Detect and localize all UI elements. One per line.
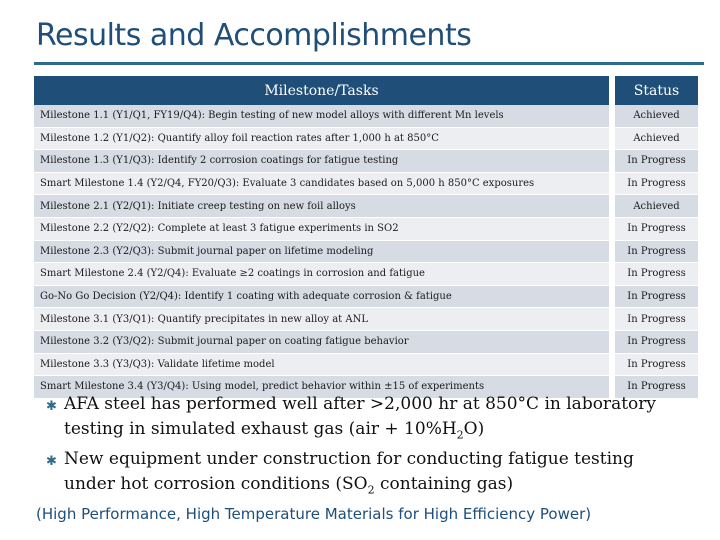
summary-bullets bbox=[46, 392, 686, 503]
milestone-status-cell: In Progress bbox=[612, 285, 698, 308]
milestone-status-cell: In Progress bbox=[612, 353, 698, 376]
milestone-status-cell: In Progress bbox=[612, 172, 698, 195]
footer-caption: (High Performance, High Temperature Materials for High Efficiency Power) bbox=[36, 505, 592, 523]
milestone-task-cell: Milestone 2.1 (Y2/Q1): Initiate creep testing on new foil alloys bbox=[34, 195, 612, 218]
milestone-task-cell: Milestone 1.1 (Y1/Q1, FY19/Q4): Begin testing of new model alloys with different Mn levels bbox=[34, 105, 612, 127]
table-row bbox=[34, 172, 698, 195]
bullet-text bbox=[64, 447, 686, 502]
milestone-status-cell: In Progress bbox=[612, 150, 698, 173]
milestone-task-cell: Milestone 2.3 (Y2/Q3): Submit journal paper on lifetime modeling bbox=[34, 240, 612, 263]
milestone-task-cell: Milestone 3.3 (Y3/Q3): Validate lifetime model bbox=[34, 353, 612, 376]
bullet-text-line: under hot corrosion conditions (SO bbox=[64, 474, 368, 495]
milestone-status-cell: In Progress bbox=[612, 217, 698, 240]
milestone-task-cell: Milestone 1.2 (Y1/Q2): Quantify alloy foil reaction rates after 1,000 h at 850°C bbox=[34, 127, 612, 150]
title-divider bbox=[34, 62, 704, 65]
milestone-status-cell: In Progress bbox=[612, 308, 698, 331]
subscript: 2 bbox=[367, 483, 375, 497]
milestone-task-cell: Go-No Go Decision (Y2/Q4): Identify 1 coating with adequate corrosion & fatigue bbox=[34, 285, 612, 308]
milestone-status-cell: Achieved bbox=[612, 105, 698, 127]
table-row bbox=[34, 127, 698, 150]
milestone-status-cell: In Progress bbox=[612, 240, 698, 263]
milestone-task-cell: Milestone 1.3 (Y1/Q3): Identify 2 corrosion coatings for fatigue testing bbox=[34, 150, 612, 173]
subscript: 2 bbox=[456, 428, 464, 442]
header-status: Status bbox=[612, 76, 698, 105]
table-row bbox=[34, 195, 698, 218]
milestone-status-cell: In Progress bbox=[612, 263, 698, 286]
milestone-task-cell: Milestone 2.2 (Y2/Q2): Complete at least 3 fatigue experiments in SO2 bbox=[34, 217, 612, 240]
milestone-task-cell: Smart Milestone 3.4 (Y3/Q4): Using model, predict behavior within ±15 of experiments bbox=[34, 376, 612, 399]
milestone-status-cell: Achieved bbox=[612, 127, 698, 150]
bullet-arrow-icon: ✱ bbox=[46, 399, 57, 414]
table-row bbox=[34, 353, 698, 376]
milestone-task-cell: Milestone 3.1 (Y3/Q1): Quantify precipitates in new alloy at ANL bbox=[34, 308, 612, 331]
bullet-text-line: New equipment under construction for conducting fatigue testing bbox=[64, 449, 634, 470]
header-milestone-tasks: Milestone/Tasks bbox=[34, 76, 612, 105]
table-header-row bbox=[34, 76, 698, 105]
table-row bbox=[34, 150, 698, 173]
bullet-text-line: testing in simulated exhaust gas (air + 10%H bbox=[64, 419, 457, 439]
table-row bbox=[34, 308, 698, 331]
table-row bbox=[34, 105, 698, 127]
bullet-text bbox=[64, 392, 686, 447]
bullet-text-line: O) bbox=[463, 419, 485, 439]
milestone-status-cell: In Progress bbox=[612, 330, 698, 353]
milestone-task-cell: Smart Milestone 1.4 (Y2/Q4, FY20/Q3): Evaluate 3 candidates based on 5,000 h 850°C exposures bbox=[34, 172, 612, 195]
page-title: Results and Accomplishments bbox=[36, 18, 472, 53]
bullet-text-line: AFA steel has performed well after >2,000 hr at 850°C in laboratory bbox=[64, 394, 656, 414]
table-body bbox=[34, 105, 698, 398]
milestone-task-cell: Smart Milestone 2.4 (Y2/Q4): Evaluate ≥2 coatings in corrosion and fatigue bbox=[34, 263, 612, 286]
table-row bbox=[34, 330, 698, 353]
bullet-afa-steel bbox=[46, 392, 686, 447]
bullet-text-line: containing gas) bbox=[374, 474, 514, 495]
table-row bbox=[34, 240, 698, 263]
milestone-status-cell: Achieved bbox=[612, 195, 698, 218]
milestone-task-cell: Milestone 3.2 (Y3/Q2): Submit journal paper on coating fatigue behavior bbox=[34, 330, 612, 353]
table-row bbox=[34, 217, 698, 240]
bullet-new-equipment bbox=[46, 447, 686, 502]
bullet-arrow-icon: ✱ bbox=[46, 454, 57, 470]
table-row bbox=[34, 285, 698, 308]
milestone-table bbox=[34, 76, 698, 399]
table-row bbox=[34, 263, 698, 286]
milestone-status-cell: In Progress bbox=[612, 376, 698, 399]
